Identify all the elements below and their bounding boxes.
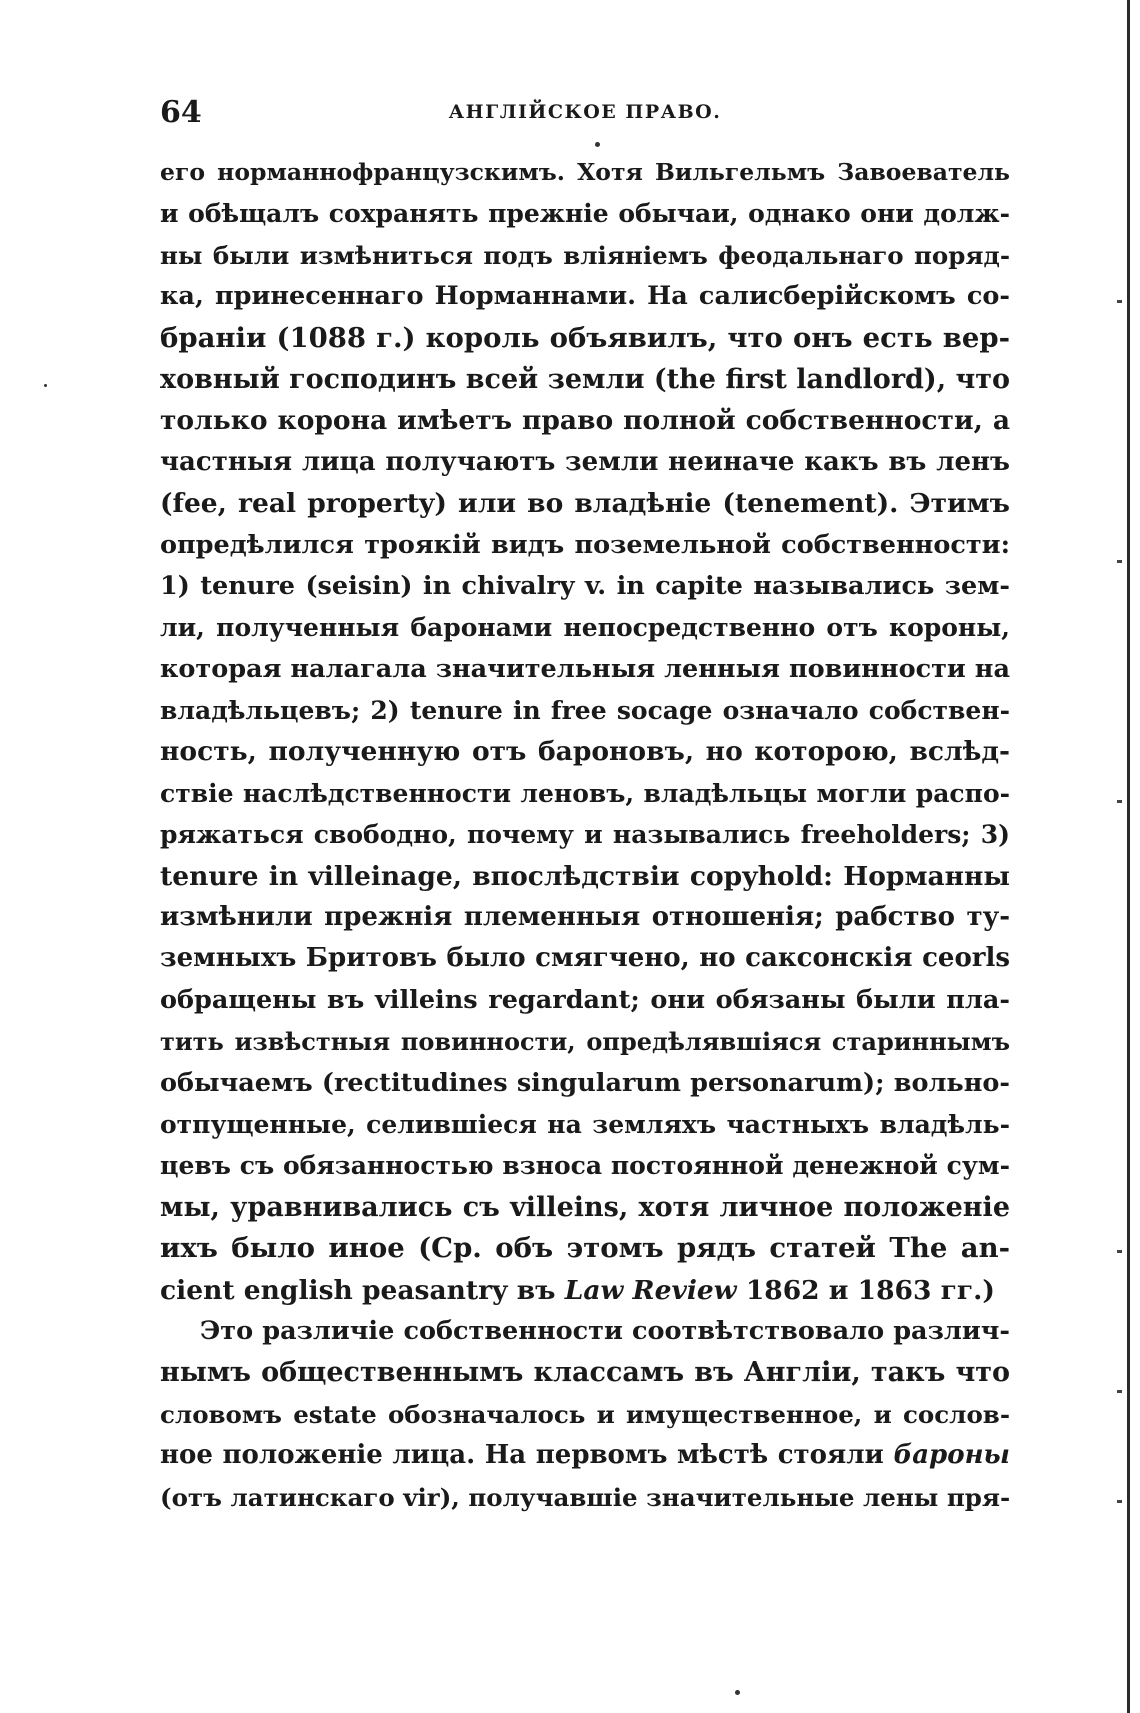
italic-journal-title: Law Review (564, 1274, 737, 1306)
text-line: ны были измѣниться подъ вліяніемъ феодальнаго поряд- (160, 240, 1010, 270)
text-line: ка, принесеннаго Норманнами. На салисберійскомъ со- (160, 281, 1010, 312)
scan-edge-tick (1117, 800, 1122, 803)
text-line: цевъ съ обязанностью взноса постоянной денежной сум- (160, 1151, 1010, 1181)
text-line: обычаемъ (rectitudines singularum personarum); вольно- (160, 1067, 1010, 1098)
scan-edge-tick (1117, 300, 1122, 303)
scan-edge-tick (1117, 1250, 1122, 1253)
text-line: мы, уравнивались съ villeins, хотя личное положеніе (160, 1191, 1010, 1223)
running-title: АНГЛІЙСКОЕ ПРАВО. (448, 101, 722, 123)
scan-edge-tick (1117, 1500, 1122, 1503)
text-line: ность, полученную отъ бароновъ, но которою, вслѣд- (160, 736, 1010, 768)
scan-edge-tick (1117, 560, 1122, 563)
text-line: тить извѣстныя повинности, опредѣлявшіяся стариннымъ (160, 1027, 1010, 1057)
paragraph-2-line-4 (160, 1435, 1010, 1476)
paragraph-2-line-5: (отъ латинскаго vir), получавшіе значительные лены пря- (160, 1482, 1010, 1512)
text-line: обращены въ villeins regardant; они обязаны были пла- (160, 984, 1010, 1015)
text-line: 1) tenure (seisin) in chivalry v. in capite назывались зем- (160, 570, 1010, 601)
scan-edge-line (1127, 0, 1130, 1713)
text-line: которая налагала значительныя ленныя повинности на (160, 653, 1010, 684)
text-line: и обѣщалъ сохранять прежніе обычаи, однако они долж- (160, 199, 1010, 229)
scan-edge-tick (1117, 1390, 1122, 1393)
text-line: ихъ было иное (Ср. объ этомъ рядъ статей The an- (160, 1232, 1010, 1265)
page-number: 64 (160, 95, 202, 130)
text-run: cient english peasantry въ (160, 1274, 565, 1306)
text-line: ли, полученныя баронами непосредственно отъ короны, (160, 613, 1010, 643)
text-line: владѣльцевъ; 2) tenure in free socage означало собствен- (160, 696, 1010, 726)
paragraph-2 (160, 1311, 1010, 1435)
text-line: ховный господинъ всей земли (the first landlord), что (160, 363, 1010, 395)
text-line: опредѣлился троякій видъ поземельной собственности: (160, 529, 1010, 560)
text-line: отпущенные, селившіеся на земляхъ частныхъ владѣль- (160, 1109, 1010, 1139)
text-line: нымъ общественнымъ классамъ въ Англіи, такъ что (160, 1357, 1010, 1389)
text-run: 1862 и 1863 гг.) (736, 1274, 995, 1306)
text-line: ствіе наслѣдственности леновъ, владѣльцы могли распо- (160, 778, 1010, 808)
text-line: tenure in villeinage, впослѣдствіи copyhold: Норманны (160, 860, 1010, 892)
text-line: браніи (1088 г.) король объявилъ, что онъ есть вер- (160, 321, 1010, 354)
body-text (160, 152, 1010, 1518)
ink-speck (44, 384, 47, 387)
text-line: его норманнофранцузскимъ. Хотя Вильгельмъ Завоеватель (160, 158, 1010, 186)
text-line: частныя лица получаютъ земли неиначе какъ въ ленъ (160, 446, 1010, 477)
text-line: земныхъ Бритовъ было смягчено, но саксонскія ceorls (160, 943, 1010, 974)
page-header (160, 95, 1010, 135)
paragraph-1 (160, 152, 1010, 1270)
ink-speck (595, 142, 600, 147)
text-line: измѣнили прежнія племенныя отношенія; рабство ту- (160, 902, 1010, 933)
text-line: Это различіе собственности соотвѣтствовало различ- (200, 1315, 1010, 1346)
text-line: словомъ estate обозначалось и имущественное, и сослов- (160, 1399, 1010, 1429)
text-line: ряжаться свободно, почему и назывались freeholders; 3) (160, 820, 1010, 850)
text-line: (fee, real property) или во владѣніе (tenement). Этимъ (160, 488, 1010, 520)
ink-speck (735, 1690, 740, 1695)
text-run: ное положеніе лица. На первомъ мѣстѣ стояли (160, 1440, 894, 1471)
text-line: только корона имѣетъ право полной собственности, а (160, 405, 1010, 437)
paragraph-1-last-line (160, 1270, 1010, 1311)
italic-term: бароны (893, 1440, 1010, 1471)
